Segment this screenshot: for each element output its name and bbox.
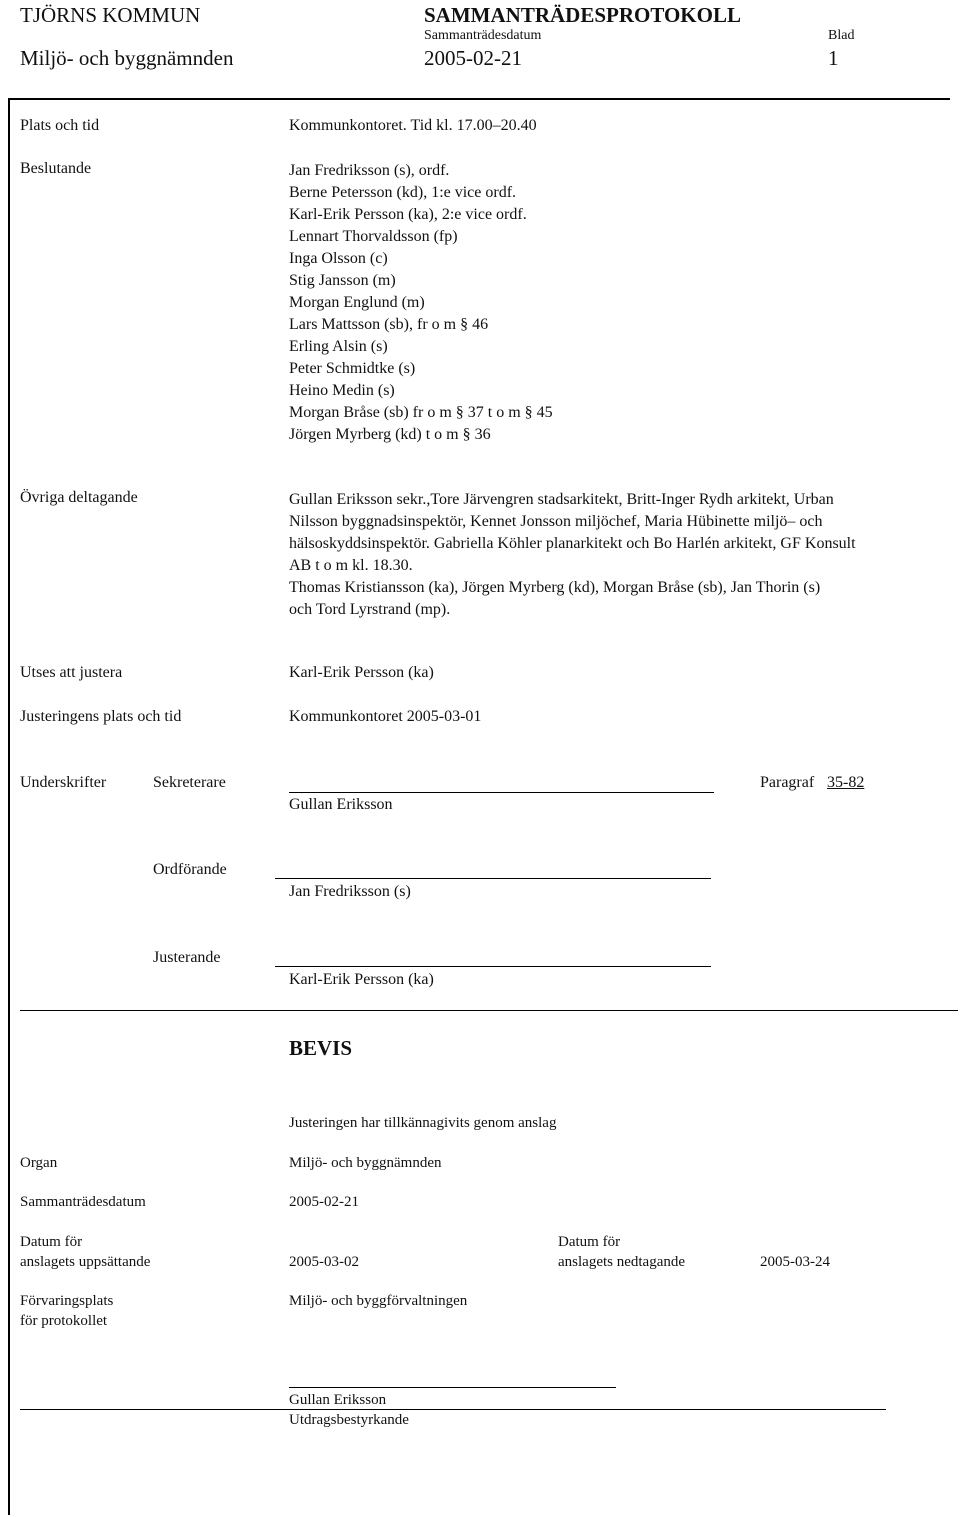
meeting-date-value: 2005-02-21 [289, 1194, 359, 1210]
adjuster-value: Karl-Erik Persson (ka) [289, 664, 434, 681]
section-divider [20, 1010, 958, 1011]
list-item: Karl-Erik Persson (ka), 2:e vice ordf. [289, 206, 527, 223]
others-list [289, 489, 856, 621]
certifier-role: Utdragsbestyrkande [289, 1412, 409, 1428]
header-rule [8, 98, 950, 100]
removed-label-2: anslagets nedtagande [558, 1254, 686, 1270]
posted-label-1: Datum för [20, 1234, 83, 1250]
list-item: Thomas Kristiansson (ka), Jörgen Myrberg (kd), Morgan Bråse (sb), Jan Thorin (s) [289, 579, 821, 596]
meeting-date-label: Sammanträdesdatum [20, 1194, 146, 1210]
list-item: Jörgen Myrberg (kd) t o m § 36 [289, 426, 491, 443]
certifier-line-short [289, 1387, 616, 1388]
adjuster-label: Utses att justera [20, 664, 123, 681]
adjuster-sign-name: Karl-Erik Persson (ka) [289, 971, 434, 988]
list-item: AB t o m kl. 18.30. [289, 557, 413, 574]
left-margin-rule [8, 98, 10, 1515]
list-item: Morgan Bråse (sb) fr o m § 37 t o m § 45 [289, 404, 553, 421]
list-item: och Tord Lyrstrand (mp). [289, 601, 451, 618]
adjust-place-value: Kommunkontoret 2005-03-01 [289, 708, 482, 725]
signatures-label: Underskrifter [20, 774, 107, 791]
list-item: Berne Petersson (kd), 1:e vice ordf. [289, 184, 517, 201]
list-item: Nilsson byggnadsinspektör, Kennet Jonsson miljöchef, Maria Hübinette miljö– och [289, 513, 823, 530]
storage-value: Miljö- och byggförvaltningen [289, 1293, 468, 1309]
list-item: Lars Mattsson (sb), fr o m § 46 [289, 316, 489, 333]
list-item: Gullan Eriksson sekr.,Tore Järvengren stadsarkitekt, Britt-Inger Rydh arkitekt, Urban [289, 491, 834, 508]
document-type: SAMMANTRÄDESPROTOKOLL [424, 3, 741, 27]
removed-value: 2005-03-24 [760, 1254, 830, 1270]
posted-value: 2005-03-02 [289, 1254, 359, 1270]
secretary-label: Sekreterare [153, 774, 226, 791]
sheet-number: 1 [828, 46, 839, 70]
deciding-members-list [289, 160, 553, 446]
removed-label-1: Datum för [558, 1234, 621, 1250]
deciding-label: Beslutande [20, 160, 92, 177]
meeting-date: 2005-02-21 [424, 46, 522, 70]
list-item: Peter Schmidtke (s) [289, 360, 416, 377]
secretary-name: Gullan Eriksson [289, 796, 393, 813]
proof-subtitle: Justeringen har tillkännagivits genom anslag [289, 1115, 557, 1131]
certifier-name: Gullan Eriksson [289, 1392, 387, 1408]
list-item: Jan Fredriksson (s), ordf. [289, 162, 450, 179]
committee-name: Miljö- och byggnämnden [20, 46, 234, 70]
paragraph-label: Paragraf [760, 774, 815, 791]
municipality-name: TJÖRNS KOMMUN [20, 3, 201, 27]
paragraph-value: 35-82 [827, 774, 865, 791]
chair-signature-line [275, 878, 711, 879]
list-item: Stig Jansson (m) [289, 272, 396, 289]
adjuster-signature-line [275, 966, 711, 967]
list-item: Erling Alsin (s) [289, 338, 388, 355]
list-item: Morgan Englund (m) [289, 294, 425, 311]
list-item: hälsoskyddsinspektör. Gabriella Köhler planarkitekt och Bo Harlén arkitekt, GF Konsult [289, 535, 856, 552]
chair-label: Ordförande [153, 861, 227, 878]
list-item: Lennart Thorvaldsson (fp) [289, 228, 458, 245]
adjuster-sign-label: Justerande [153, 949, 221, 966]
list-item: Inga Olsson (c) [289, 250, 388, 267]
date-label: Sammanträdesdatum [424, 28, 542, 43]
place-label: Plats och tid [20, 117, 100, 134]
proof-title: BEVIS [289, 1036, 353, 1060]
storage-label-1: Förvaringsplats [20, 1293, 114, 1309]
certifier-line-long [20, 1409, 886, 1410]
posted-label-2: anslagets uppsättande [20, 1254, 151, 1270]
list-item: Heino Medin (s) [289, 382, 395, 399]
organ-label: Organ [20, 1155, 58, 1171]
place-value: Kommunkontoret. Tid kl. 17.00–20.40 [289, 117, 537, 134]
others-label: Övriga deltagande [20, 489, 138, 506]
adjust-place-label: Justeringens plats och tid [20, 708, 182, 725]
sheet-label: Blad [828, 28, 855, 43]
secretary-signature-line [289, 792, 714, 793]
organ-value: Miljö- och byggnämnden [289, 1155, 442, 1171]
storage-label-2: för protokollet [20, 1313, 108, 1329]
chair-name: Jan Fredriksson (s) [289, 883, 411, 900]
